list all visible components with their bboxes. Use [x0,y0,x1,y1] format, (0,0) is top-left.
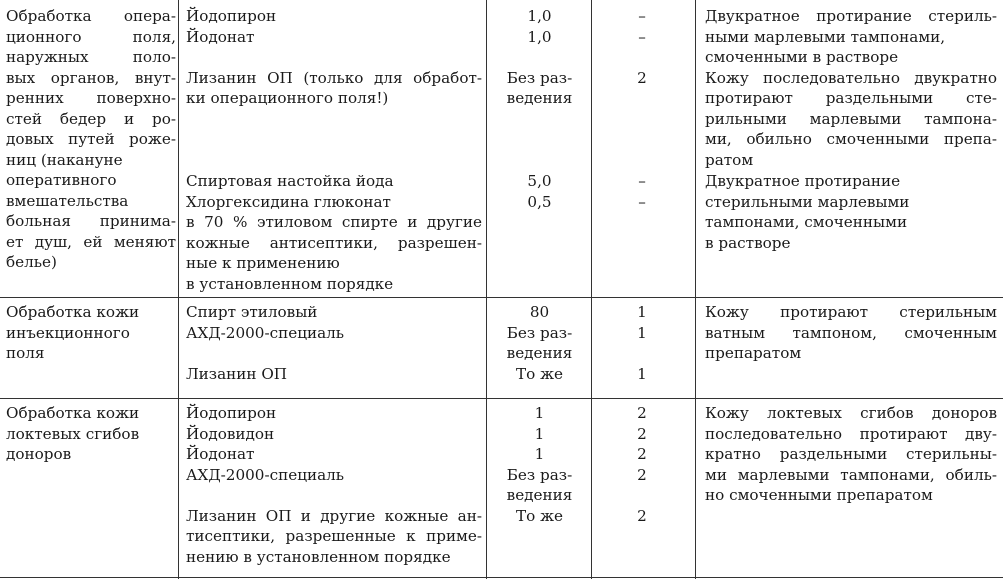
exposure-value: – [638,192,646,211]
method-cell: Двукратное протирание стериль- ными марлевыми тампонами, смоченными в растворе [705,7,997,66]
method-cell: Двукратное протирание стерильными марлевыми тампонами, смоченными в растворе [705,172,910,252]
concentration-value: То же [515,364,564,383]
method-cell: Кожу последовательно двукратно протирают раздельными сте- рильными марлевыми тампона- ми, обильно смоченными препа- ратом [705,68,997,169]
concentration-value: Без раз- ведения [506,68,573,107]
exposure-value: 2 [637,68,647,87]
preparation-name: Лизанин ОП и другие кожные ан- тисептики, разрешенные к приме- нению в установленном порядке [186,506,482,566]
preparation-name: АХД-2000-специаль [186,323,345,342]
exposure-value: 2 [637,465,647,484]
exposure-value: 1 [637,323,647,342]
preparation-name: Йодопирон [186,404,277,422]
column-divider [178,0,179,579]
concentration-value: 1 [534,445,545,463]
method-cell: Кожу протирают стерильным ватным тампоном, смоченным препаратом [705,303,997,362]
row-divider [0,577,1003,578]
preparation-name: Йодовидон [186,424,275,443]
concentration-value: Без раз- ведения [506,465,573,504]
method-cell: Кожу локтевых сгибов доноров последовательно протирают дву- кратно раздельными стерильны- ми марлевыми тампонами, обиль- но смоченными препаратом [705,404,997,504]
preparation-name: Йодонат [186,27,255,46]
exposure-value: – [638,172,646,190]
column-divider [591,0,592,579]
preparation-name: Лизанин ОП (только для обработ- ки операционного поля!) [186,68,482,107]
exposure-value: 2 [637,424,647,443]
concentration-value: Без раз- ведения [506,323,573,362]
preparation-name: Лизанин ОП [186,364,288,383]
exposure-value: 1 [637,364,647,383]
column-divider [695,0,696,579]
concentration-value: 1,0 [527,7,552,25]
row-divider [0,297,1003,298]
preparation-name: АХД-2000-специаль [186,465,345,484]
concentration-value: 1,0 [527,27,552,46]
exposure-value: 2 [637,404,647,422]
preparation-name: Спирт этиловый [186,303,318,321]
concentration-value: То же [515,506,564,525]
procedure-cell: Обработка кожи инъекционного поля [6,303,140,362]
preparation-name: Йодонат [186,445,255,463]
concentration-value: 80 [529,303,550,321]
concentration-value: 5,0 [527,172,552,190]
exposure-value: 2 [637,506,647,525]
preparation-name: Йодопирон [186,7,277,25]
procedure-cell: Обработка кожи локтевых сгибов доноров [6,404,140,463]
row-divider [0,398,1003,399]
procedure-cell: Обработка опера- ционного поля, наружных поло- вых органов, внут- ренних поверхно- стей бедер и ро- довых путей роже- ниц (накануне оперативного вмешательства больная принима- ет душ, ей меняют белье) [6,7,176,271]
concentration-value: 1 [534,404,545,422]
column-divider [486,0,487,579]
concentration-value: 0,5 [527,192,552,211]
preparation-name: Спиртовая настойка йода [186,172,394,190]
exposure-value: 2 [637,445,647,463]
preparation-name: Хлоргексидина глюконат в 70 % этиловом спирте и другие кожные антисептики, разрешен- ные к применению в установленном порядке [186,192,482,293]
exposure-value: – [638,7,646,25]
concentration-value: 1 [534,424,545,443]
exposure-value: 1 [637,303,647,321]
exposure-value: – [638,27,646,46]
